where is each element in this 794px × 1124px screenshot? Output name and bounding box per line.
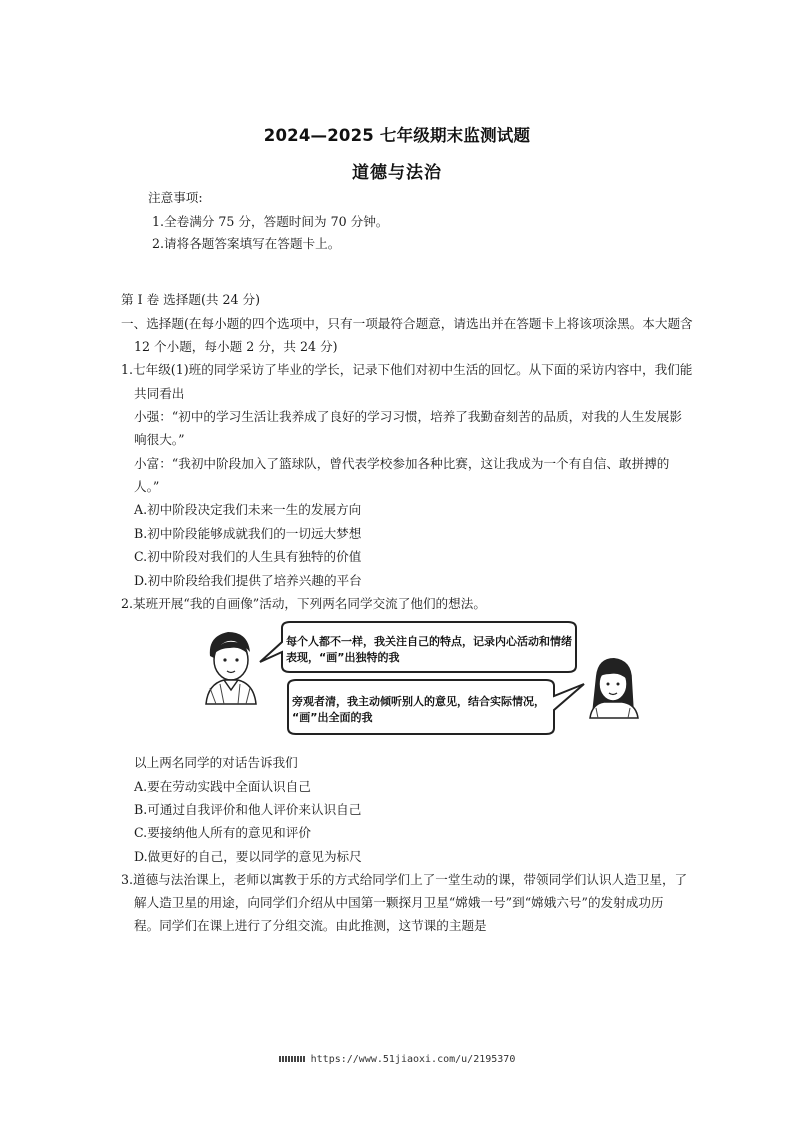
question-2-option-c: C.要接纳他人所有的意见和评价 [134, 825, 311, 840]
footer-url[interactable]: https://www.51jiaoxi.com/u/2195370 [310, 1054, 516, 1065]
question-1-stem: 1.七年级(1)班的同学采访了毕业的学长，记录下他们对初中生活的回忆。从下面的采访内容中，我们能 [121, 362, 693, 377]
question-1-option-b: B.初中阶段能够成就我们的一切远大梦想 [134, 526, 362, 541]
site-logo-icon [279, 1056, 305, 1062]
question-3-stem: 3.道德与法治课上，老师以寓教于乐的方式给同学们上了一堂生动的课，带领同学们认识人造卫星，了 [121, 872, 688, 887]
question-1-option-d: D.初中阶段给我们提供了培养兴趣的平台 [134, 573, 362, 588]
speech-bubble-1-text: 表现，“画”出独特的我 [286, 651, 400, 664]
question-1-quote: 人。” [134, 479, 160, 494]
question-1-quote: 小强：“初中的学习生活让我养成了良好的学习习惯，培养了我勤奋刻苦的品质，对我的人生发展影 [134, 409, 682, 424]
question-2-stem: 2.某班开展“我的自画像”活动，下列两名同学交流了他们的想法。 [121, 596, 486, 611]
question-1-quote: 响很大。” [134, 432, 185, 447]
section-description: 12 个小题，每小题 2 分，共 24 分) [134, 339, 338, 354]
notice-item: 2.请将各题答案填写在答题卡上。 [152, 236, 341, 251]
notice-item: 1.全卷满分 75 分，答题时间为 70 分钟。 [152, 214, 389, 229]
section-heading: 第 I 卷 选择题(共 24 分) [121, 292, 260, 307]
question-1-option-a: A.初中阶段决定我们未来一生的发展方向 [134, 502, 362, 517]
question-2-option-d: D.做更好的自己，要以同学的意见为标尺 [134, 849, 362, 864]
footer-watermark [0, 1054, 794, 1065]
speech-bubble-2-text: “画”出全面的我 [292, 711, 373, 724]
question-1-stem: 共同看出 [134, 386, 185, 401]
speech-bubble-2-text: 旁观者清，我主动倾听别人的意见，结合实际情况， [292, 695, 545, 708]
speech-bubble-1-text: 每个人都不一样，我关注自己的特点，记录内心活动和情绪 [286, 635, 572, 648]
question-3-stem: 解人造卫星的用途，向同学们介绍从中国第一颗探月卫星“嫦娥一号”到“嫦娥六号”的发射成功历 [134, 895, 664, 910]
notice-heading: 注意事项: [148, 190, 203, 205]
question-1-option-c: C.初中阶段对我们的人生具有独特的价值 [134, 549, 362, 564]
exam-subject: 道德与法治 [352, 163, 442, 183]
boy-figure-icon [206, 632, 256, 704]
section-description: 一、选择题(在每小题的四个选项中，只有一项最符合题意，请选出并在答题卡上将该项涂黑。本大题含 [121, 316, 693, 331]
question-3-stem: 程。同学们在课上进行了分组交流。由此推测，这节课的主题是 [134, 918, 487, 933]
question-1-quote: 小富：“我初中阶段加入了篮球队，曾代表学校参加各种比赛，这让我成为一个有自信、敢拼搏的 [134, 456, 670, 471]
question-2-option-b: B.可通过自我评价和他人评价来认识自己 [134, 802, 362, 817]
exam-title: 2024—2025 七年级期末监测试题 [263, 126, 531, 145]
question-2-option-a: A.要在劳动实践中全面认识自己 [134, 779, 311, 794]
girl-figure-icon [590, 658, 638, 718]
question-2-prompt: 以上两名同学的对话告诉我们 [134, 755, 298, 770]
